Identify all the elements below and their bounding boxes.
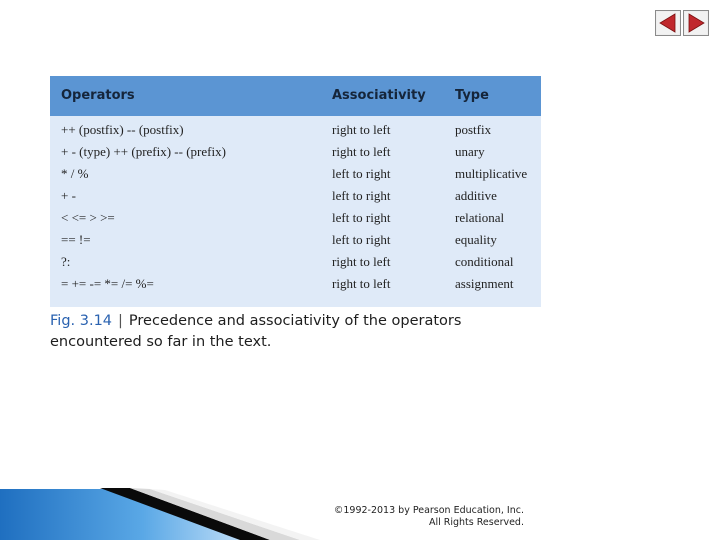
operators-cell: = += -= *= /= %=	[61, 276, 154, 291]
type-cell: unary	[455, 144, 485, 159]
associativity-cell: left to right	[332, 166, 391, 181]
table-row	[50, 144, 541, 166]
table-header	[50, 76, 541, 116]
type-cell: postfix	[455, 122, 492, 137]
associativity-cell: left to right	[332, 232, 391, 247]
operators-cell: ++ (postfix) -- (postfix)	[61, 122, 184, 137]
copyright-line-2: All Rights Reserved.	[428, 517, 524, 528]
type-cell: relational	[455, 210, 505, 225]
header-operators: Operators	[61, 88, 135, 103]
operator-table	[50, 76, 541, 307]
type-cell: additive	[455, 188, 497, 203]
type-cell: conditional	[455, 254, 514, 269]
copyright-line-1: ©1992-2013 by Pearson Education, Inc.	[333, 505, 524, 516]
associativity-cell: right to left	[332, 144, 391, 159]
type-cell: equality	[455, 232, 497, 247]
associativity-cell: right to left	[332, 254, 391, 269]
figure-number: Fig. 3.14	[50, 313, 113, 329]
associativity-cell: right to left	[332, 276, 391, 291]
operators-cell: + -	[61, 188, 76, 203]
type-cell: assignment	[455, 276, 514, 291]
next-slide-button[interactable]	[683, 10, 709, 36]
table-row	[50, 232, 541, 254]
caption-separator: |	[118, 313, 123, 329]
table-row	[50, 254, 541, 276]
table-row	[50, 210, 541, 232]
table-row	[50, 276, 541, 298]
table-row	[50, 122, 541, 144]
table-row	[50, 166, 541, 188]
operators-cell: + - (type) ++ (prefix) -- (prefix)	[61, 144, 226, 159]
caption-text: Precedence and associativity of the operators encountered so far in the text.	[50, 313, 462, 350]
header-type: Type	[455, 88, 489, 103]
operators-cell: ?:	[61, 254, 71, 269]
prev-slide-button[interactable]	[655, 10, 681, 36]
prev-slide-icon	[656, 11, 680, 35]
associativity-cell: left to right	[332, 210, 391, 225]
copyright-notice	[300, 505, 524, 529]
operators-cell: < <= > >=	[61, 210, 115, 225]
associativity-cell: left to right	[332, 188, 391, 203]
type-cell: multiplicative	[455, 166, 528, 181]
associativity-cell: right to left	[332, 122, 391, 137]
figure-caption	[50, 311, 470, 353]
header-associativity: Associativity	[332, 88, 426, 103]
next-slide-icon	[684, 11, 708, 35]
operators-cell: * / %	[61, 166, 89, 181]
operators-cell: == !=	[61, 232, 91, 247]
table-row	[50, 188, 541, 210]
